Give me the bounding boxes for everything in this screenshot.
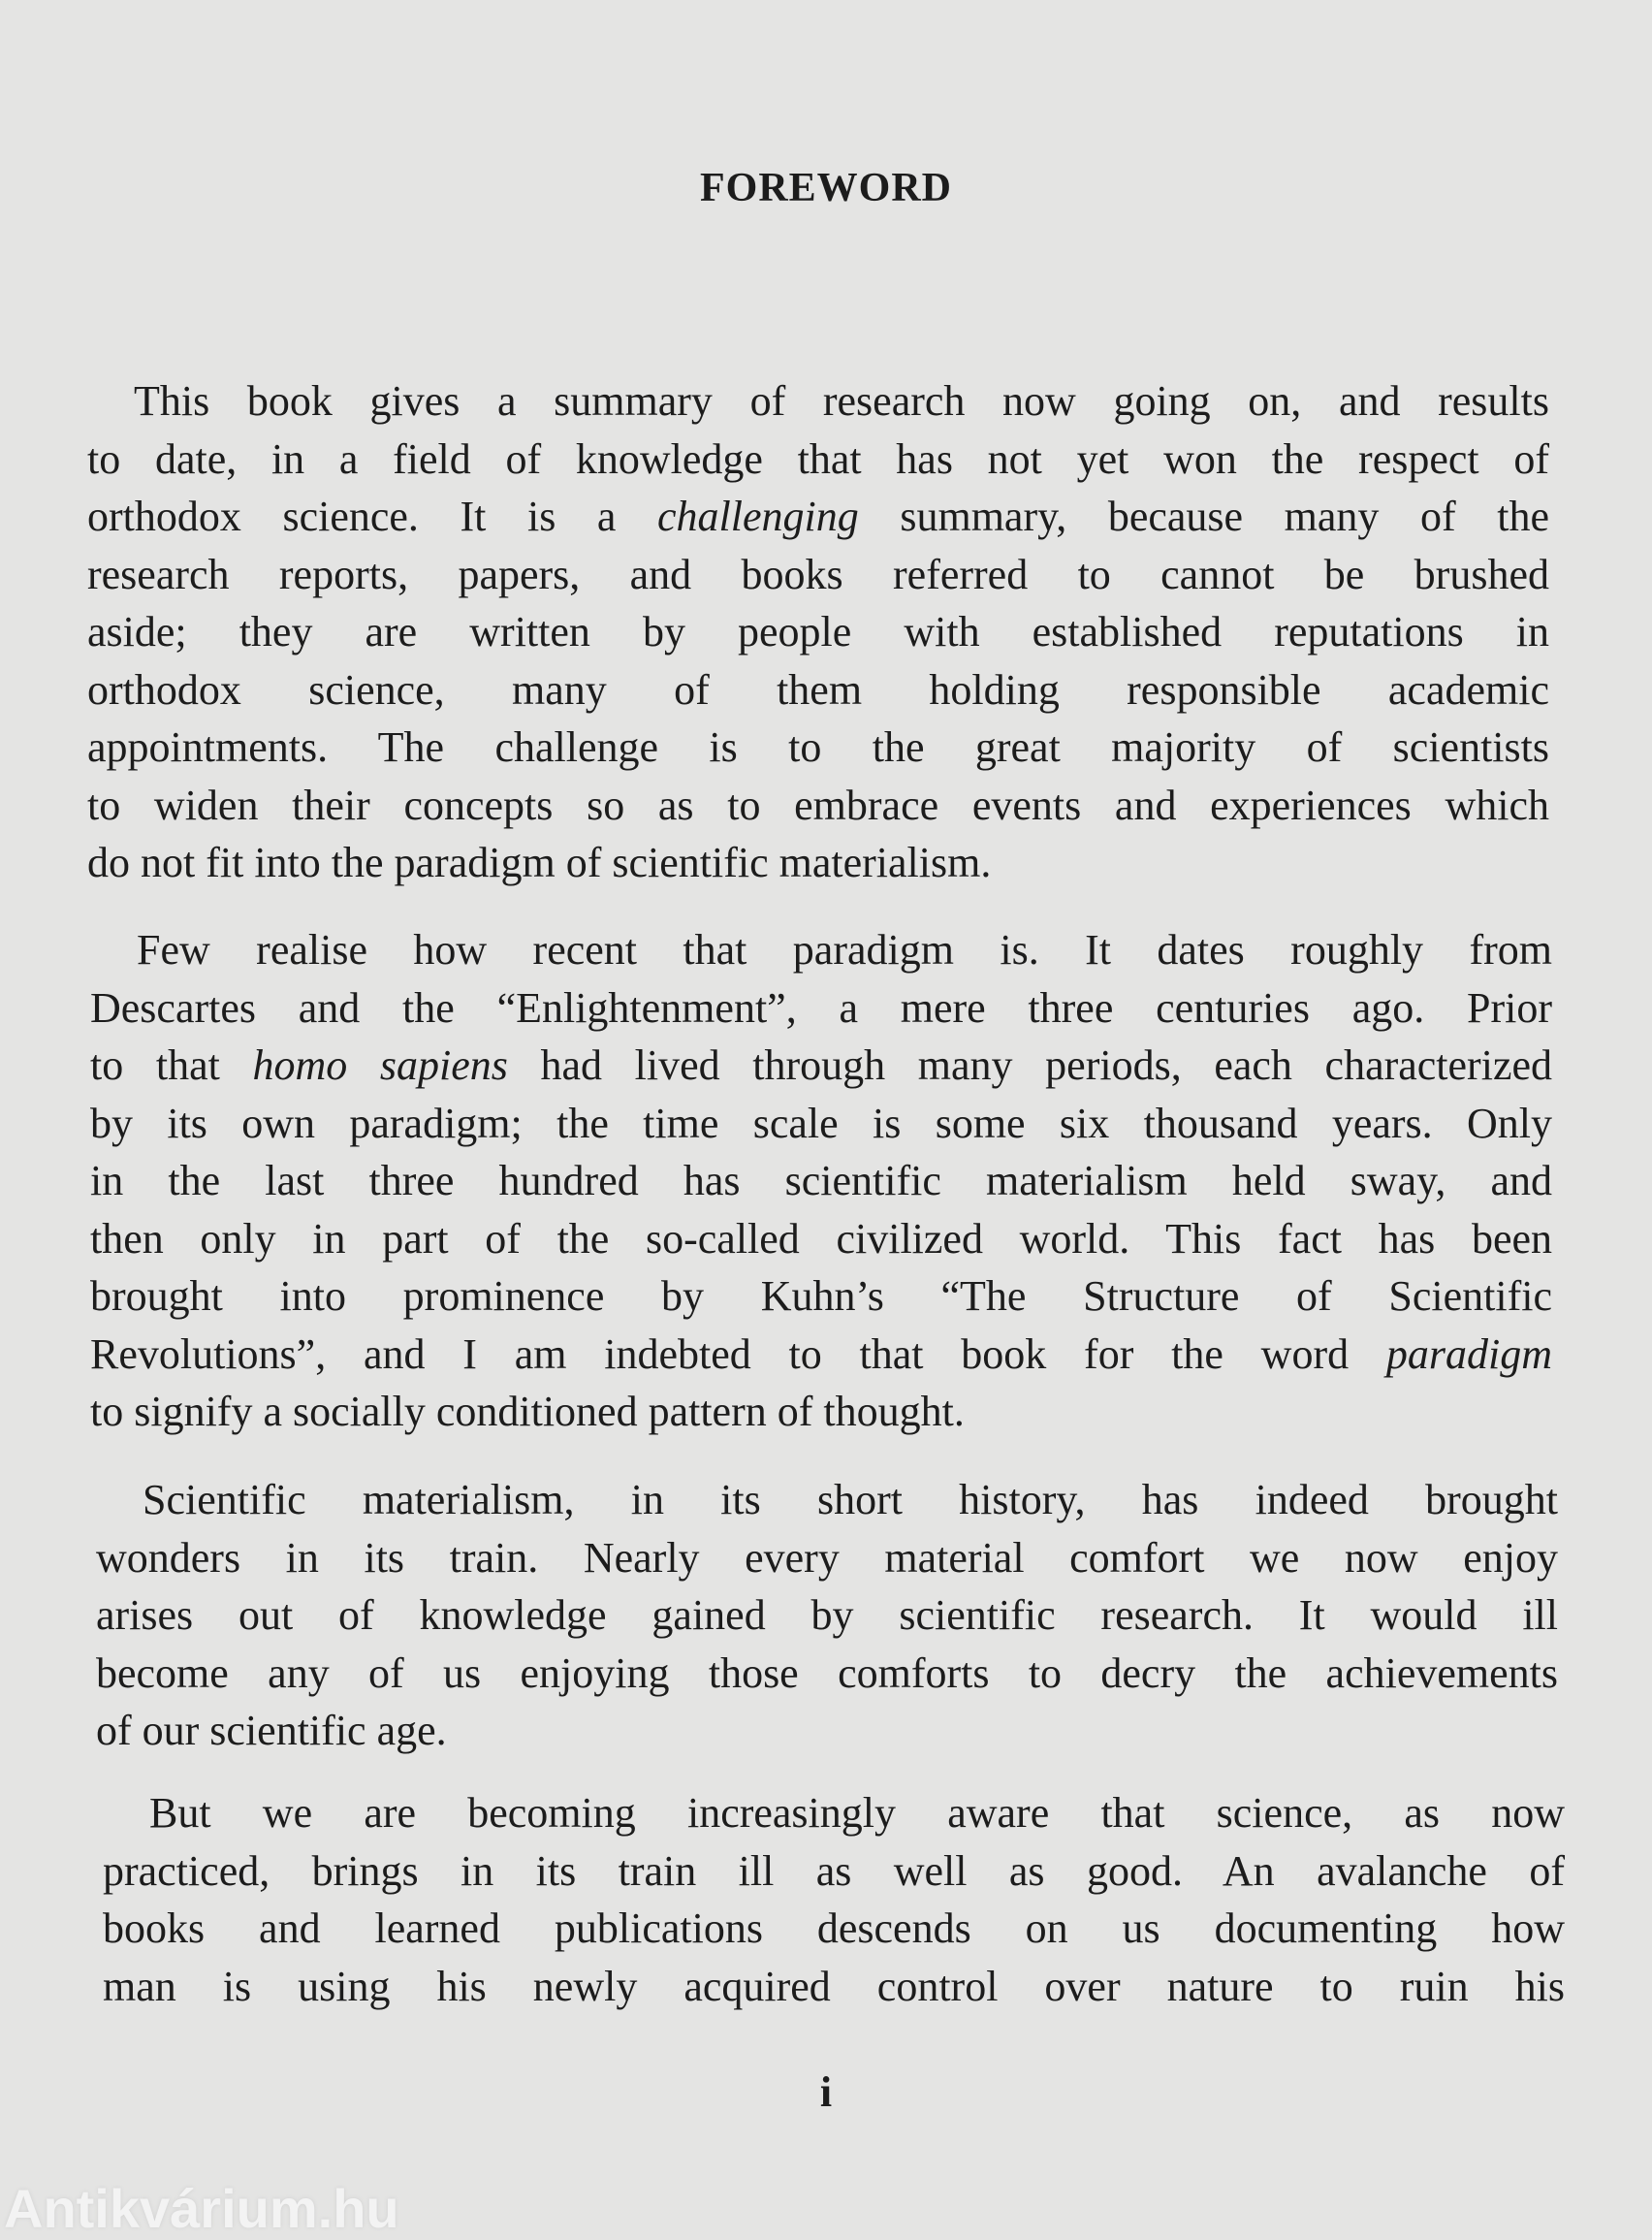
- page-number: i: [819, 2068, 833, 2116]
- text-line: [87, 372, 1549, 431]
- text-segment: then only in part of the so-called civilized world. This fact has been: [90, 1214, 1552, 1263]
- text-segment: practiced, brings in its train ill as well as good. An avalanche of: [103, 1846, 1565, 1895]
- paragraph-2: [90, 921, 1552, 1441]
- text-line: [87, 603, 1549, 661]
- text-line: [87, 661, 1549, 720]
- text-line: [87, 488, 1549, 546]
- text-segment: do not fit into the paradigm of scientific materialism.: [87, 839, 992, 886]
- text-segment: summary, because many of the: [858, 493, 1549, 540]
- italic-text: homo sapiens: [252, 1041, 508, 1089]
- text-line: [90, 1383, 1552, 1441]
- text-line: [90, 979, 1552, 1038]
- text-segment: books and learned publications descends on us documenting how: [103, 1904, 1565, 1952]
- text-line: [90, 1152, 1552, 1210]
- text-segment: orthodox science. It is a: [87, 493, 658, 540]
- text-line: [96, 1702, 1558, 1760]
- text-line: [90, 1267, 1552, 1326]
- text-line: [87, 431, 1549, 489]
- text-line: [90, 1037, 1552, 1095]
- text-line: [87, 834, 1549, 892]
- italic-text: challenging: [657, 493, 859, 540]
- text-segment: aside; they are written by people with established reputations in: [87, 608, 1549, 656]
- text-line: [103, 1900, 1565, 1958]
- text-line: [96, 1586, 1558, 1645]
- text-segment: appointments. The challenge is to the great majority of scientists: [87, 723, 1549, 771]
- text-line: [90, 1326, 1552, 1384]
- page-title: FOREWORD: [700, 166, 952, 210]
- paragraph-4: [103, 1784, 1565, 2015]
- text-line: [96, 1529, 1558, 1587]
- text-line: [87, 719, 1549, 777]
- text-line: [96, 1645, 1558, 1703]
- text-line: [87, 777, 1549, 835]
- text-segment: become any of us enjoying those comforts to decry the achievements: [96, 1648, 1558, 1697]
- text-segment: to widen their concepts so as to embrace events and experiences which: [87, 781, 1549, 829]
- text-line: [103, 1842, 1565, 1901]
- italic-text: paradigm: [1385, 1329, 1552, 1378]
- text-line: [103, 1958, 1565, 2016]
- text-segment: But we are becoming increasingly aware that science, as now: [149, 1789, 1565, 1837]
- text-segment: Scientific materialism, in its short history, has indeed brought: [143, 1476, 1558, 1523]
- text-segment: to signify a socially conditioned pattern of thought.: [90, 1388, 965, 1435]
- text-segment: to date, in a field of knowledge that has not yet won the respect of: [87, 434, 1549, 483]
- text-segment: in the last three hundred has scientific materialism held sway, and: [90, 1157, 1552, 1204]
- text-segment: wonders in its train. Nearly every material comfort we now enjoy: [96, 1533, 1558, 1582]
- text-segment: by its own paradigm; the time scale is some six thousand years. Only: [90, 1099, 1552, 1147]
- text-line: [87, 546, 1549, 604]
- text-segment: This book gives a summary of research now going on, and results: [134, 377, 1549, 425]
- text-segment: had lived through many periods, each characterized: [507, 1041, 1552, 1089]
- text-segment: research reports, papers, and books referred to cannot be brushed: [87, 550, 1549, 598]
- text-line: [90, 1095, 1552, 1153]
- text-segment: orthodox science, many of them holding responsible academic: [87, 665, 1549, 714]
- text-line: [103, 1784, 1565, 1842]
- text-line: [90, 921, 1552, 979]
- text-segment: Few realise how recent that paradigm is. It dates roughly from: [137, 926, 1552, 974]
- paragraph-3: [96, 1471, 1558, 1760]
- text-segment: to that: [90, 1041, 253, 1089]
- text-line: [96, 1471, 1558, 1529]
- text-segment: brought into prominence by Kuhn’s “The Structure of Scientific: [90, 1272, 1552, 1320]
- watermark: Antikvárium.hu: [4, 2178, 399, 2239]
- text-line: [90, 1210, 1552, 1268]
- text-segment: arises out of knowledge gained by scientific research. It would ill: [96, 1591, 1558, 1639]
- text-segment: of our scientific age.: [96, 1707, 447, 1754]
- text-segment: Revolutions”, and I am indebted to that book for the word: [90, 1329, 1386, 1378]
- text-segment: Descartes and the “Enlightenment”, a mere three centuries ago. Prior: [90, 983, 1552, 1032]
- text-segment: man is using his newly acquired control over nature to ruin his: [103, 1962, 1565, 2010]
- paragraph-1: [87, 372, 1549, 892]
